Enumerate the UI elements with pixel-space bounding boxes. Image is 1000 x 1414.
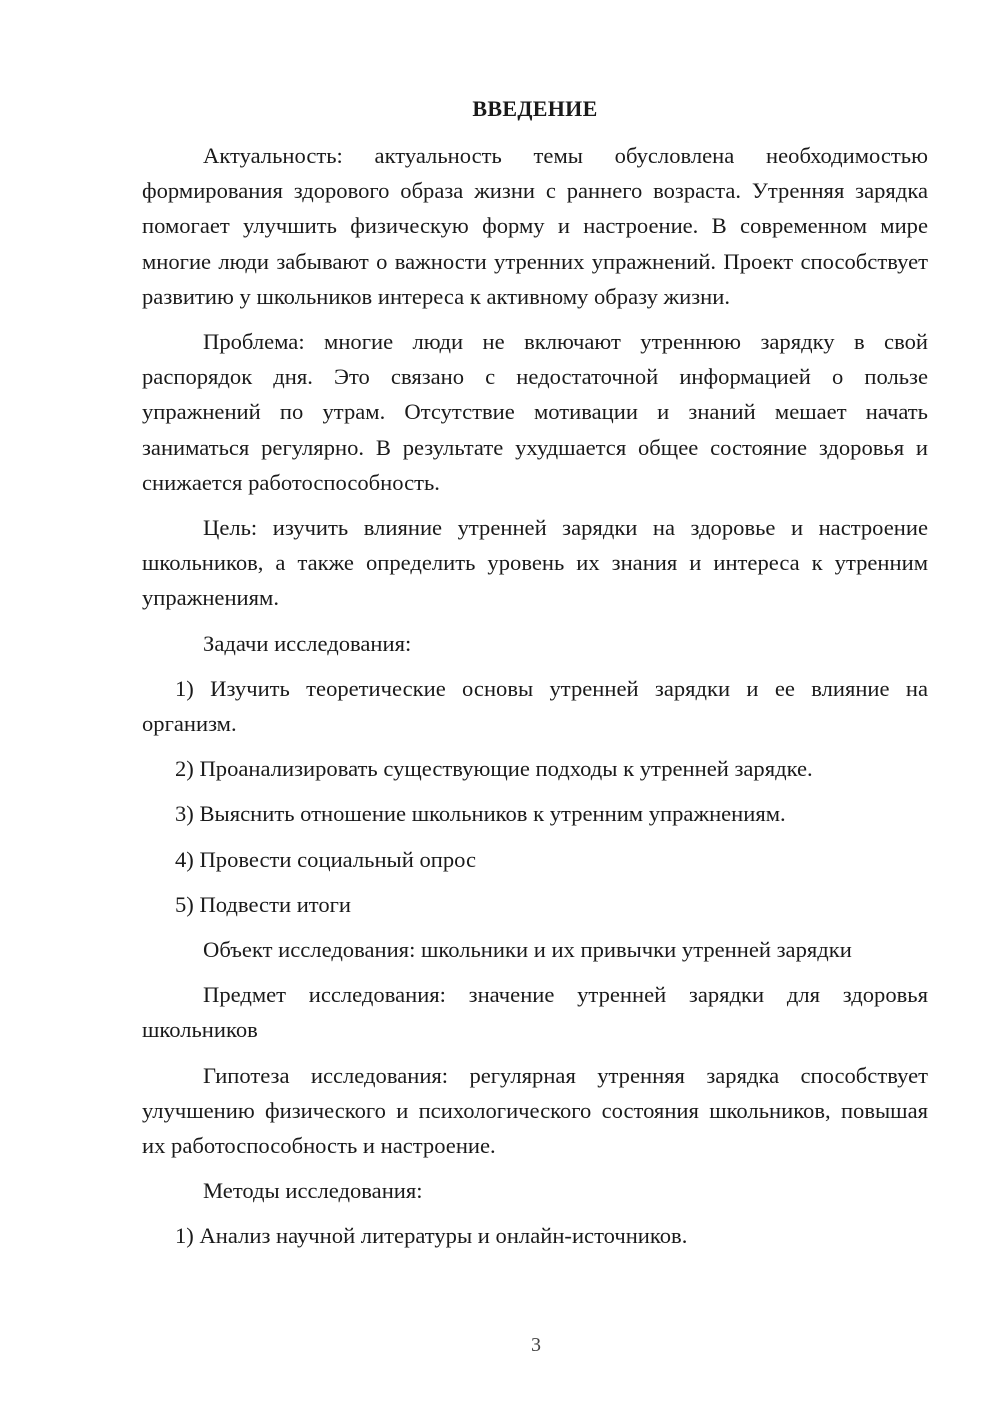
- problem-paragraph: Проблема: многие люди не включают утреннюю зарядку в свой распорядок дня. Это связано с недостаточной информацией о пользе упражнений по утрам. Отсутствие мотивации и знаний мешает начать заниматься регулярно. В результате ухудшается общее состояние здоровья и снижается работоспособность.: [142, 329, 928, 495]
- method-item: 1) Анализ научной литературы и онлайн-источников.: [175, 1223, 688, 1249]
- relevance-paragraph: Актуальность: актуальность темы обусловлена необходимостью формирования здорового образа жизни с раннего возраста. Утренняя зарядка помогает улучшить физическую форму и настроение. В современном мире многие люди забывают о важности утренних упражнений. Проект способствует развитию у школьников интереса к активному образу жизни.: [142, 143, 928, 309]
- task-item: 3) Выяснить отношение школьников к утренним упражнениям.: [175, 801, 786, 827]
- task-item: 2) Проанализировать существующие подходы к утренней зарядке.: [175, 756, 813, 782]
- task-item: 4) Провести социальный опрос: [175, 846, 477, 872]
- methods-heading: Методы исследования:: [203, 1178, 423, 1204]
- goal-paragraph: Цель: изучить влияние утренней зарядки на здоровье и настроение школьников, а также определить уровень их знания и интереса к утренним упражнениям.: [142, 515, 928, 611]
- subject-paragraph: Предмет исследования: значение утренней зарядки для здоровья школьников: [142, 982, 928, 1043]
- hypothesis-paragraph: Гипотеза исследования: регулярная утренняя зарядка способствует улучшению физического и психологического состояния школьников, повышая их работоспособность и настроение.: [142, 1062, 928, 1159]
- page-title: ВВЕДЕНИЕ: [472, 96, 598, 121]
- tasks-heading: Задачи исследования:: [203, 630, 412, 656]
- page-number: 3: [531, 1334, 541, 1356]
- task-item: 5) Подвести итоги: [175, 891, 352, 917]
- document-page: [142, 94, 928, 1264]
- object-paragraph: Объект исследования: школьники и их привычки утренней зарядки: [203, 937, 852, 963]
- task-item: 1) Изучить теоретические основы утренней зарядки и ее влияние на организм.: [142, 675, 928, 737]
